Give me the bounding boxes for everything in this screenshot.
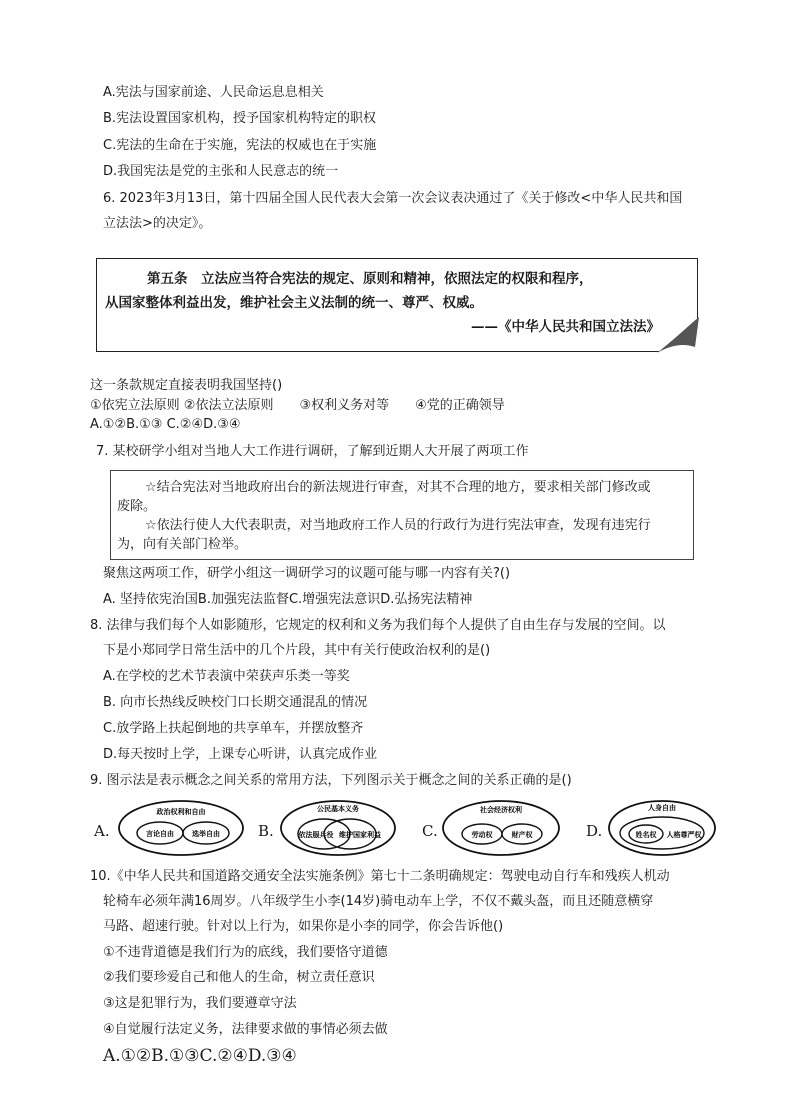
- q9-c-outer-label: 社会经济权利: [480, 806, 522, 814]
- q7-work1-line1: ☆结合宪法对当地政府出台的新法规进行审查，对其不合理的地方，要求相关部门修改或: [145, 480, 651, 495]
- q9-c-inner1: 劳动权: [471, 831, 493, 839]
- q9-venn-b: [278, 798, 398, 858]
- page-curl-icon: [657, 317, 699, 353]
- q7-ask: 聚焦这两项工作，研学小组这一调研学习的议题可能与哪一内容有关?(): [103, 566, 511, 581]
- q8-option-d: D.每天按时上学，上课专心听讲，认真完成作业: [103, 747, 378, 762]
- q8-stem-line2: 下是小郑同学日常生活中的几个片段，其中有关行使政治权利的是(): [103, 643, 491, 658]
- q9-option-a-letter: A.: [94, 822, 110, 840]
- q8-option-c: C.放学路上扶起倒地的共享单车，并摆放整齐: [103, 721, 364, 736]
- q10-item-3: ③这是犯罪行为，我们要遵章守法: [103, 996, 297, 1011]
- q9-option-d-letter: D.: [586, 822, 603, 840]
- q10-stem-line3: 马路、超速行驶。针对以上行为，如果你是小李的同学，你会告诉他(): [103, 919, 504, 934]
- q7-work2-line1: ☆依法行使人大代表职责，对当地政府工作人员的行政行为进行宪法审查，发现有违宪行: [145, 518, 651, 533]
- q5-option-a: A.宪法与国家前途、人民命运息息相关: [103, 85, 324, 100]
- q10-item-4: ④自觉履行法定义务，法律要求做的事情必须去做: [103, 1022, 388, 1037]
- q5-option-d: D.我国宪法是党的主张和人民意志的统一: [103, 164, 339, 179]
- q8-option-a: A.在学校的艺术节表演中荣获声乐类一等奖: [103, 669, 350, 684]
- q10-answers: A.①②B.①③C.②④D.③④: [103, 1046, 297, 1066]
- q9-a-inner2: 选举自由: [192, 830, 220, 838]
- q9-c-inner2: 财产权: [511, 831, 533, 839]
- q9-venn-c: [440, 798, 562, 858]
- q9-a-inner1: 言论自由: [146, 830, 174, 838]
- q7-answers: A. 坚持依宪治国B.加强宪法监督C.增强宪法意识D.弘扬宪法精神: [103, 592, 473, 607]
- q9-a-outer-label: 政治权利和自由: [156, 808, 206, 816]
- q10-item-1: ①不违背道德是我们行为的底线，我们要恪守道德: [103, 945, 388, 960]
- q9-venn-d: [606, 798, 718, 858]
- q9-venn-a: [116, 798, 246, 858]
- quote-line1: 第五条 立法应当符合宪法的规定、原则和精神，依照法定的权限和程序，: [147, 271, 593, 287]
- q7-work2-line2: 为，向有关部门检举。: [117, 537, 248, 552]
- q10-stem-line2: 轮椅车必须年满16周岁。八年级学生小李(14岁)骑电动车上学，不仅不戴头盔，而且还随意横穿: [103, 894, 654, 909]
- q9-d-inner2: 人格尊严权: [666, 831, 702, 839]
- q9-option-c-letter: C.: [422, 822, 438, 840]
- q5-option-b: B.宪法设置国家机构，授予国家机构特定的职权: [103, 111, 377, 126]
- q10-item-2: ②我们要珍爱自己和他人的生命，树立责任意识: [103, 970, 375, 985]
- q7-work1-line2: 废除。: [117, 499, 157, 514]
- q9-option-b-letter: B.: [258, 822, 274, 840]
- q7-work-box: [110, 470, 694, 560]
- q6-stem-line1: 6. 2023年3月13日，第十四届全国人民代表大会第一次会议表决通过了《关于修改<中华人民共和国: [103, 191, 683, 206]
- q9-d-inner1: 姓名权: [635, 831, 657, 839]
- q6-stem-line2: 立法法>的决定》。: [103, 216, 212, 231]
- quote-line2: 从国家整体利益出发，维护社会主义法制的统一、尊严、权威。: [105, 295, 483, 311]
- q9-d-outer-label: 人身自由: [648, 804, 676, 812]
- q9-b-inner2: 维护国家利益: [339, 831, 381, 839]
- q9-b-inner1: 依法服兵役: [298, 831, 334, 839]
- q6-ask: 这一条款规定直接表明我国坚持(): [90, 378, 283, 393]
- q9-b-outer-label: 公民基本义务: [317, 805, 359, 813]
- q8-option-b: B. 向市长热线反映校门口长期交通混乱的情况: [103, 695, 368, 710]
- law-quote-box: [96, 258, 698, 352]
- q6-answers: A.①②B.①③ C.②④D.③④: [90, 417, 241, 432]
- q5-option-c: C.宪法的生命在于实施，宪法的权威也在于实施: [103, 138, 377, 153]
- q10-stem-line1: 10.《中华人民共和国道路交通安全法实施条例》第七十二条明确规定：驾驶电动自行车和残疾人机动: [90, 869, 670, 884]
- q8-stem-line1: 8. 法律与我们每个人如影随形，它规定的权利和义务为我们每个人提供了自由生存与发展的空间。以: [90, 618, 666, 633]
- q6-items: ①依宪立法原则 ②依法立法原则 ③权利义务对等 ④党的正确领导: [90, 398, 505, 413]
- q7-stem: 7. 某校研学小组对当地人大工作进行调研，了解到近期人大开展了两项工作: [96, 444, 529, 459]
- q9-stem: 9. 图示法是表示概念之间关系的常用方法，下列图示关于概念之间的关系正确的是(): [90, 773, 572, 788]
- quote-source: ——《中华人民共和国立法法》: [471, 319, 660, 335]
